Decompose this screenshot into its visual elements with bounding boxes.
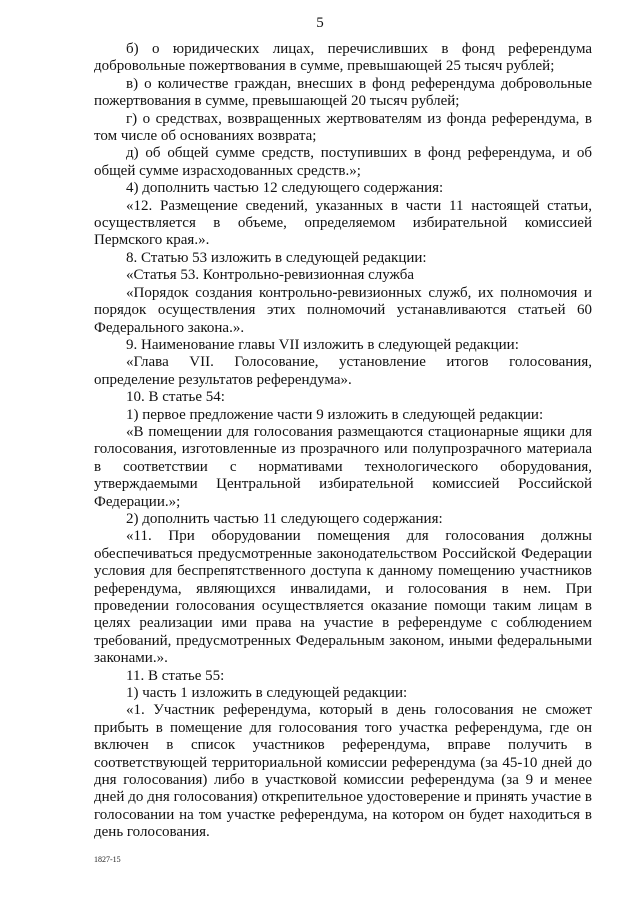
- paragraph-item-g: г) о средствах, возвращенных жертвователям из фонда референдума, в том числе об основаниях возврата;: [94, 110, 592, 145]
- paragraph-amend-8: 8. Статью 53 изложить в следующей редакции:: [126, 249, 427, 266]
- paragraph-chapter-7-title: «Глава VII. Голосование, установление итогов голосования, определение результатов референдума».: [94, 354, 592, 388]
- paragraph-article-53-text: «Порядок создания контрольно-ревизионных служб, их полномочия и порядок осуществления этих полномочий устанавливаются статьей 60 Федерального закона.».: [94, 284, 592, 336]
- paragraph-amend-11: 11. В статье 55:: [126, 667, 225, 684]
- paragraph-item-b: б) о юридических лицах, перечисливших в фонд референдума добровольные пожертвования в сумме, превышающей 25 тысяч рублей;: [94, 41, 592, 75]
- paragraph-part-12: «12. Размещение сведений, указанных в части 11 настоящей статьи, осуществляется в объеме, определяемом избирательной комиссией Пермского края.».: [94, 197, 592, 249]
- paragraph-amend-4: 4) дополнить частью 12 следующего содержания:: [126, 180, 444, 197]
- paragraph-amend-10-1: 1) первое предложение части 9 изложить в следующей редакции:: [126, 406, 544, 423]
- paragraph-amend-10: 10. В статье 54:: [126, 389, 225, 406]
- paragraph-part-1-text: «1. Участник референдума, который в день голосования не сможет прибыть в помещение для голосования того участка референдума, где он включен в список участников референдума, вправе получить в соответствующей территориальной комиссии референдума (за 45-10 дней до дня голосования) либо в участковой комиссии референдума (за 9 и менее дней до дня голосования) открепительное удостоверение и принять участие в голосовании на том участке референдума, на котором он будет находиться в день голосования.: [94, 702, 592, 841]
- paragraph-item-v: в) о количестве граждан, внесших в фонд референдума добровольные пожертвования в сумме, превышающей 20 тысяч рублей;: [94, 75, 592, 110]
- paragraph-amend-10-2: 2) дополнить частью 11 следующего содержания:: [126, 510, 443, 527]
- document-code: 1827-15: [94, 855, 121, 864]
- paragraph-amend-9: 9. Наименование главы VII изложить в следующей редакции:: [126, 336, 519, 353]
- paragraph-amend-11-1: 1) часть 1 изложить в следующей редакции:: [126, 685, 408, 702]
- paragraph-part-9-text: «В помещении для голосования размещаются стационарные ящики для голосования, изготовленные из прозрачного или полупрозрачного материала в соответствии с нормативами технологического оборудования, утверждаемыми Центральной избирательной комиссией Российской Федерации.»;: [94, 423, 592, 510]
- page-number: 5: [316, 15, 324, 31]
- document-body: [94, 41, 592, 842]
- paragraph-item-d: д) об общей сумме средств, поступивших в фонд референдума, и об общей сумме израсходованных средств.»;: [94, 145, 592, 179]
- paragraph-article-53-title: «Статья 53. Контрольно-ревизионная служба: [126, 267, 415, 284]
- paragraph-part-11-text: «11. При оборудовании помещения для голосования должны обеспечиваться предусмотренные законодательством Российской Федерации условия для беспрепятственного доступа к данному помещению участников референдума, являющихся инвалидами, и голосования в нем. При проведении голосования осуществляется оказание помощи таким лицам в целях реализации ими права на участие в референдуме с соблюдением требований, предусмотренных Федеральным законом, иными федеральными законами.».: [94, 528, 592, 667]
